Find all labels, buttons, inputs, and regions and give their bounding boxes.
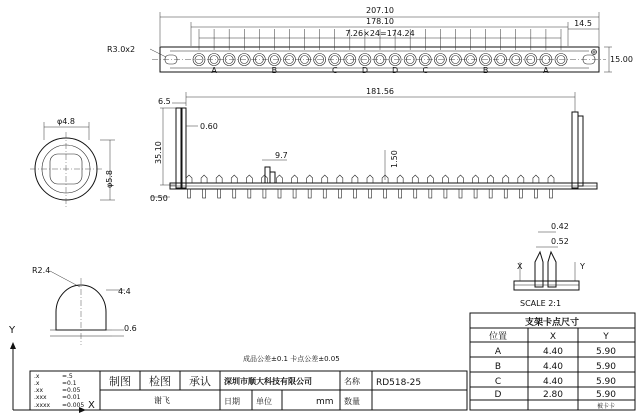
dim-left-offset: 6.5 (158, 97, 171, 106)
dim-dome-base: 0.6 (124, 324, 137, 333)
side-pin (352, 175, 358, 198)
tol-label: .xx (34, 387, 44, 394)
table-cell: 4.40 (542, 377, 564, 387)
dim-pin-width: 1.50 (390, 150, 399, 168)
side-pin (186, 175, 192, 198)
company-name: 深圳市顺大科技有限公司 (224, 377, 312, 386)
table-header-position: 位置 (488, 332, 508, 342)
side-pin (201, 175, 207, 198)
tol-label: .x (34, 373, 40, 380)
position-label: C (422, 66, 429, 75)
dimension-table (470, 313, 635, 410)
tol-value: =0.005 (62, 402, 85, 409)
dim-right-offset: 14.5 (574, 19, 592, 28)
side-pin (533, 175, 539, 198)
table-title: 支架卡点尺寸 (524, 318, 580, 328)
dim-overall-length: 207.10 (366, 6, 394, 15)
table-cell: 4.40 (542, 347, 564, 357)
side-pin (488, 175, 494, 198)
side-pin (246, 175, 252, 198)
tol-label: .xxx (34, 394, 47, 401)
part-name: RD518-25 (376, 378, 422, 388)
side-pin (231, 175, 237, 198)
axis-x-label: X (88, 400, 95, 411)
dim-pitch: 7.26×24=174.24 (345, 29, 415, 38)
table-cell: B (494, 362, 502, 372)
dim-side-length: 181.56 (366, 87, 394, 96)
dim-clip-1: 0.42 (551, 222, 569, 231)
clip-detail (514, 222, 585, 308)
dim-pin-height: 9.7 (275, 151, 288, 160)
side-pin (518, 175, 524, 198)
table-note: 被卡卡 (596, 403, 616, 410)
position-label: C (331, 66, 338, 75)
side-pin (337, 175, 343, 198)
table-cell: 5.90 (595, 362, 617, 372)
tol-value: =0.01 (62, 394, 81, 401)
side-pin (307, 175, 313, 198)
dim-pitch-span: 178.10 (366, 17, 394, 26)
side-pin (277, 175, 283, 198)
position-label: B (482, 66, 489, 75)
dim-dome-radius: R2.4 (32, 266, 51, 275)
name-label: 名称 (344, 377, 360, 386)
clip-y-label: Y (580, 262, 585, 271)
position-label: D (391, 66, 399, 75)
position-label: D (361, 66, 369, 75)
unit-value: mm (316, 397, 334, 407)
side-pin (322, 175, 328, 198)
circle-detail (30, 117, 115, 207)
dim-wall: 0.60 (200, 122, 218, 131)
table-cell: 2.80 (542, 390, 564, 400)
table-header-y: Y (603, 332, 609, 342)
side-pin (261, 175, 267, 198)
top-view (107, 6, 633, 75)
table-cell: 5.90 (595, 377, 617, 387)
side-pin (412, 175, 418, 198)
tol-label: .xxxx (34, 402, 51, 409)
date-label: 日期 (224, 397, 240, 406)
side-pin (397, 175, 403, 198)
tol-value: =0.1 (62, 380, 77, 387)
table-cell: D (494, 390, 502, 400)
side-pins (186, 175, 554, 198)
position-label: A (543, 66, 549, 75)
position-labels (211, 66, 549, 75)
table-cell: C (494, 377, 502, 387)
table-cell: 5.90 (595, 390, 617, 400)
unit-label: 单位 (256, 397, 272, 406)
axis-indicator (8, 325, 95, 413)
clip-x-label: X (517, 262, 523, 271)
table-cell: 4.40 (542, 362, 564, 372)
table-cell: 5.90 (595, 347, 617, 357)
clip-scale: SCALE 2:1 (520, 299, 562, 308)
label-drawn: 制图 (109, 375, 131, 388)
table-header-x: X (549, 332, 557, 342)
qty-label: 数量 (344, 397, 360, 406)
side-pin (367, 175, 373, 198)
dim-dome-height: 4.4 (118, 287, 131, 296)
tol-value: =.5 (62, 373, 73, 380)
side-pin (548, 175, 554, 198)
position-label: A (211, 66, 217, 75)
table-cell: A (494, 347, 502, 357)
label-approved: 承认 (189, 375, 211, 388)
side-pin (503, 175, 509, 198)
dim-side-height: 35.10 (154, 141, 163, 164)
tol-value: =0.05 (62, 387, 81, 394)
dim-slot-radius: R3.0x2 (107, 45, 136, 54)
title-block (30, 371, 467, 410)
side-pin (442, 175, 448, 198)
drawer-name: 谢飞 (154, 396, 170, 405)
axis-y-label: Y (9, 325, 16, 336)
position-label: B (271, 66, 278, 75)
side-pin (458, 175, 464, 198)
dim-base: 0.50 (150, 194, 168, 203)
dome-detail (32, 266, 137, 345)
dim-side-diameter: φ5.8 (105, 170, 114, 188)
dim-outer-diameter: φ4.8 (57, 117, 75, 126)
side-pin (216, 175, 222, 198)
tolerance-note: 成品公差±0.1 卡点公差±0.05 (243, 355, 340, 363)
label-checked: 检图 (149, 375, 171, 388)
tol-label: .x (34, 380, 40, 387)
dim-clip-2: 0.52 (551, 237, 569, 246)
side-pin (427, 175, 433, 198)
dim-height: 15.00 (610, 55, 633, 64)
side-view (150, 87, 597, 203)
side-pin (473, 175, 479, 198)
side-pin (292, 175, 298, 198)
